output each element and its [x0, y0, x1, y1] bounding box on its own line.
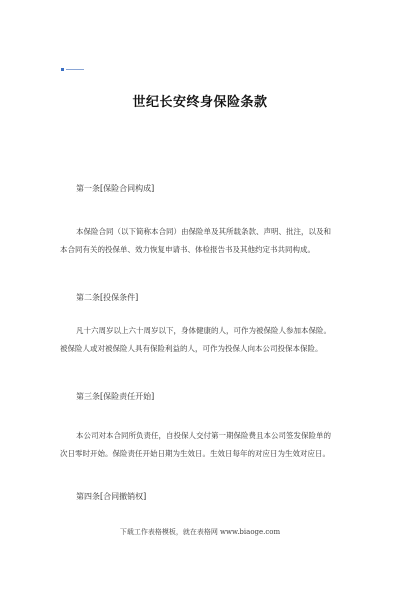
section-4-heading: 第四条[合同撤销权]	[76, 492, 147, 501]
section-1-heading: 第一条[保险合同构成]	[76, 184, 155, 193]
section-3-line-2: 次日零时开始。保险责任开始日期为生效日。生效日每年的对应日为生效对应日。	[60, 449, 330, 458]
section-3-heading: 第三条[保险责任开始]	[76, 392, 155, 401]
section-2-heading: 第二条[投保条件]	[76, 293, 139, 302]
document-title: 世纪长安终身保险条款	[132, 95, 268, 110]
section-2-body	[60, 322, 350, 358]
section-1-line-2: 本合同有关的投保单、效力恢复申请书、体检报告书及其他约定书共同构成。	[60, 245, 315, 254]
section-2-line-2: 被保险人或对被保险人具有保险利益的人，可作为投保人向本公司投保本保险。	[60, 344, 323, 353]
page-footer: 下载工作表格模板，就在表格网 www.biaoge.com	[119, 528, 281, 536]
section-3-body	[60, 427, 350, 463]
section-1-body	[60, 223, 350, 259]
section-1-line-1: 本保险合同（以下简称本合同）由保险单及其所载条款、声明、批注，以及和	[76, 227, 331, 236]
section-3-line-1: 本公司对本合同所负责任，自投保人交付第一期保险费且本公司签发保险单的	[76, 431, 331, 440]
section-2-line-1: 凡十六周岁以上六十周岁以下，身体健康的人，可作为被保险人参加本保险。	[76, 326, 331, 335]
logo-mark-icon	[61, 68, 85, 72]
